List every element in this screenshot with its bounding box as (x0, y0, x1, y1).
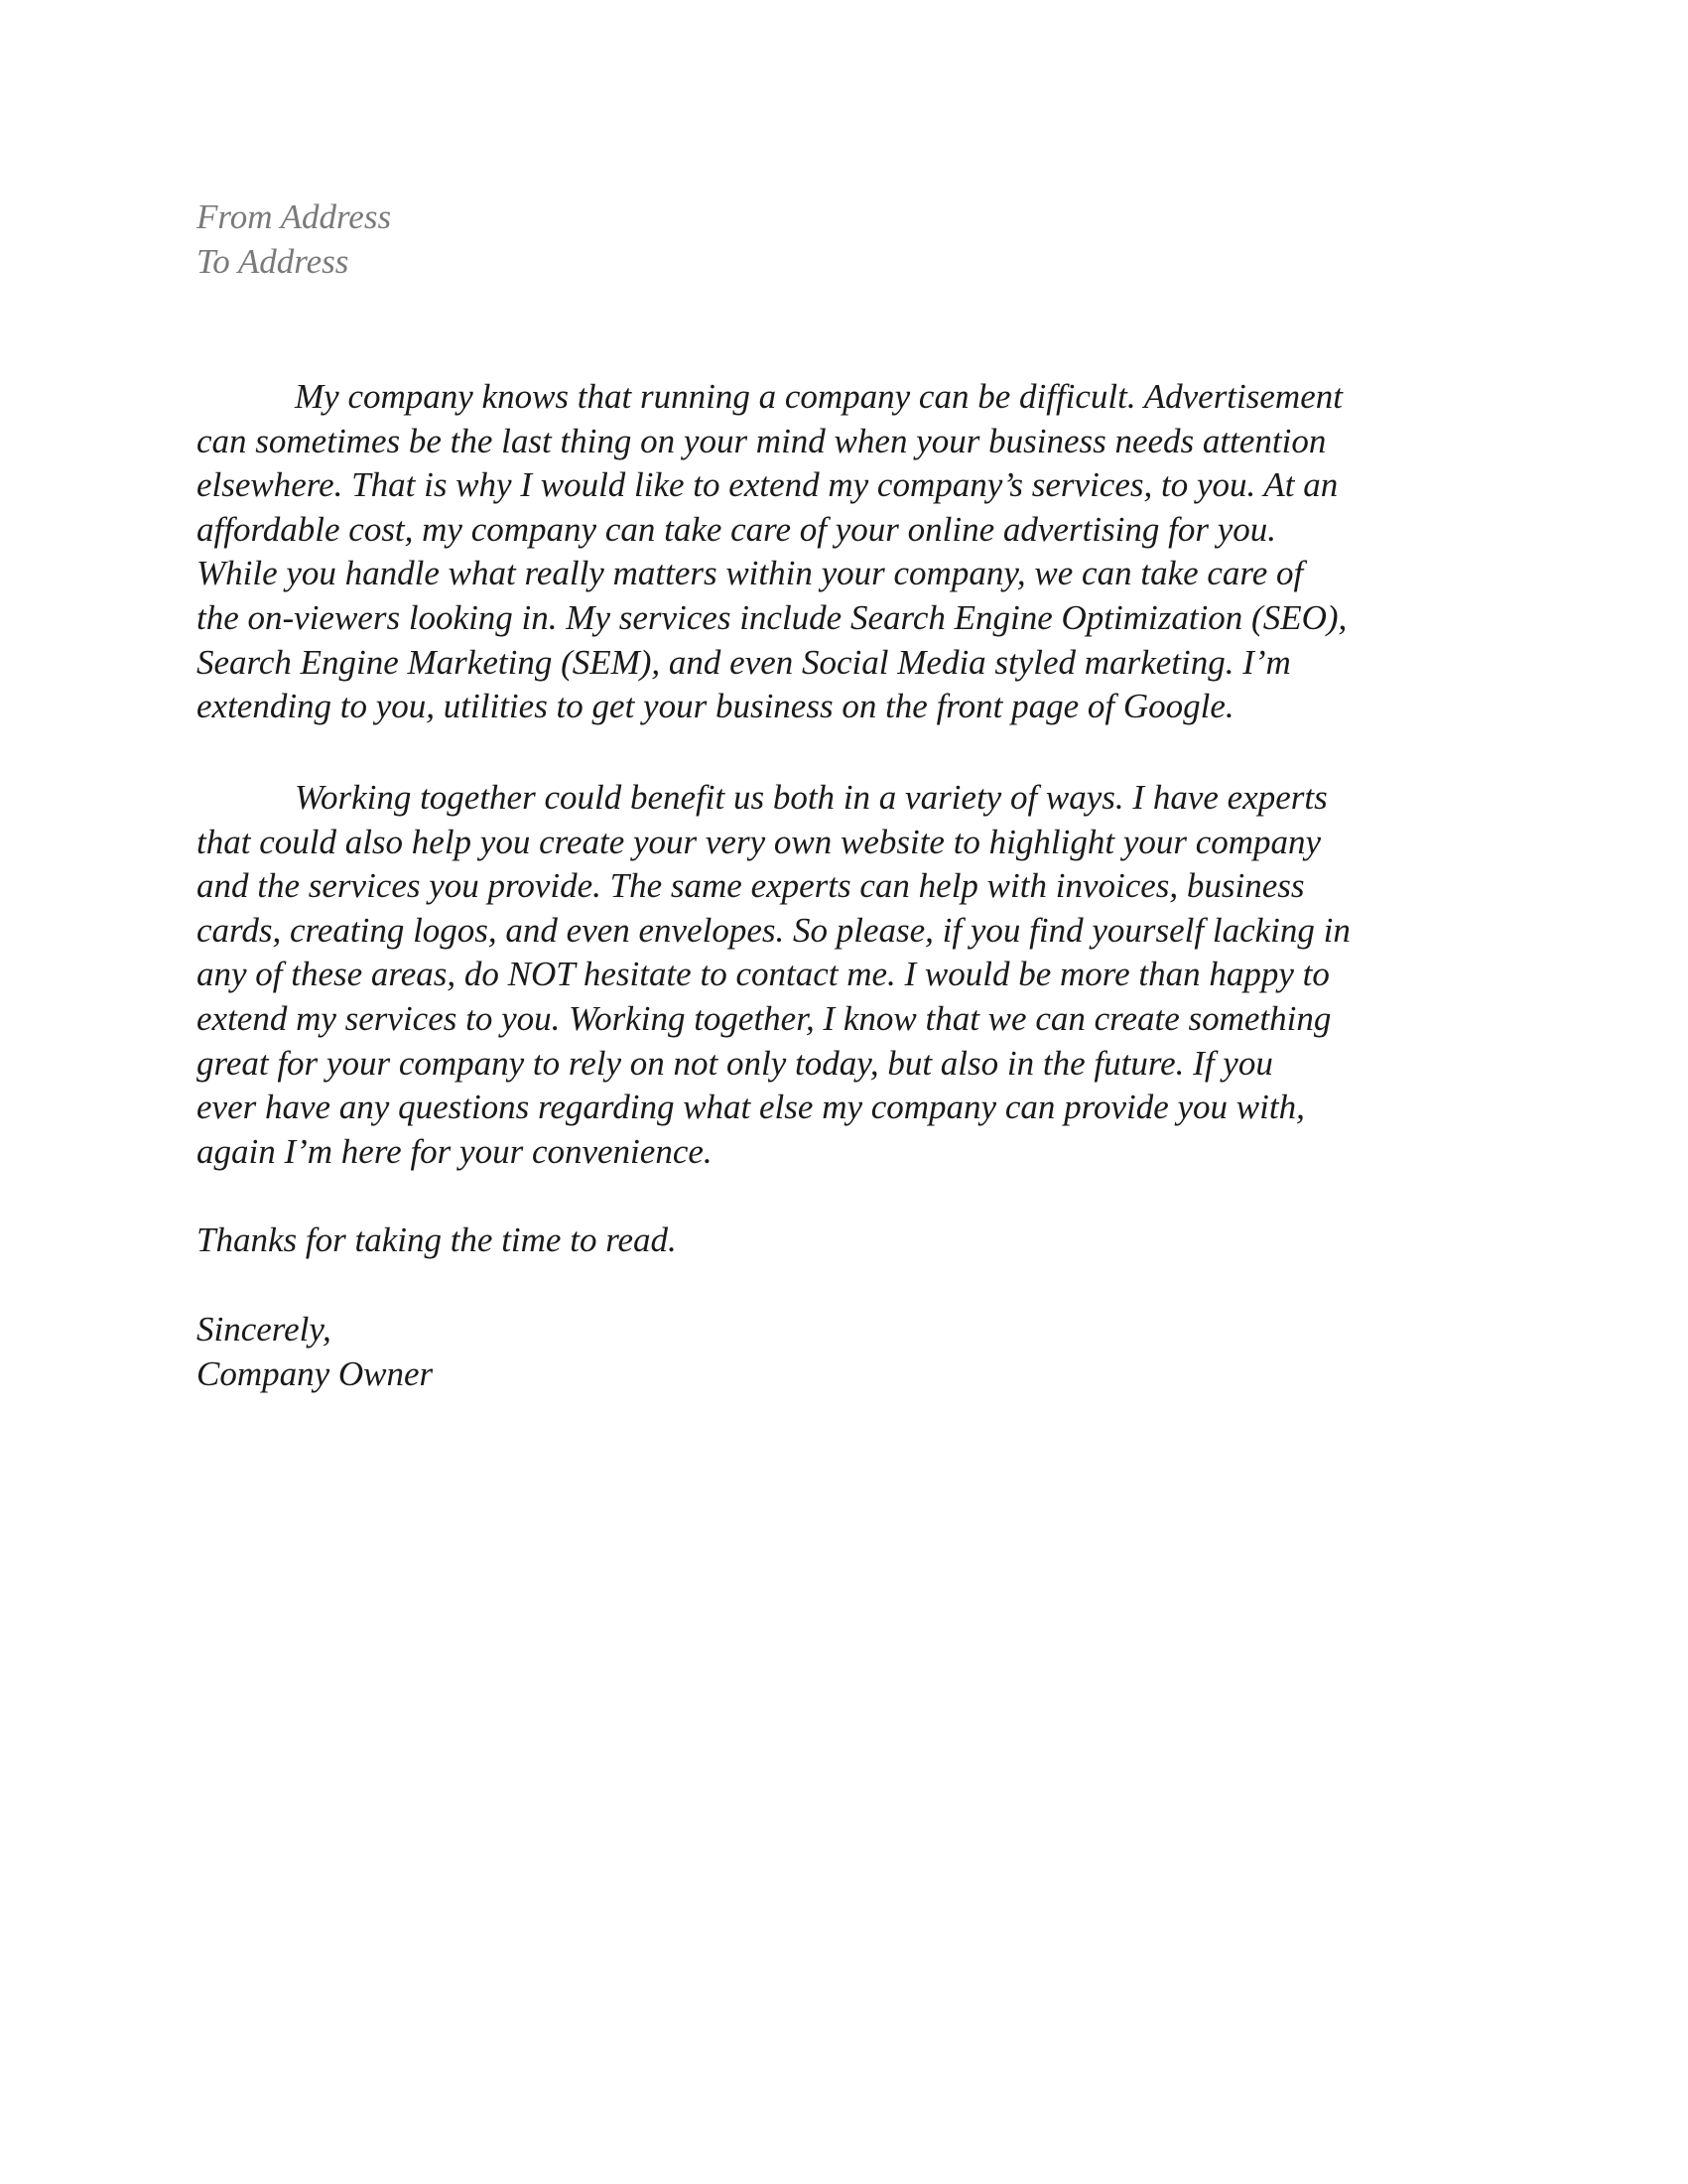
address-block (196, 194, 391, 284)
closing-line (196, 1219, 1487, 1263)
to-address: To Address (196, 242, 349, 281)
paragraph-line: Search Engine Marketing (SEM), and even Social Media styled marketing. I’m (196, 642, 1291, 682)
paragraph-line: While you handle what really matters within your company, we can take care of (196, 554, 1304, 593)
signer-name: Company Owner (196, 1353, 434, 1393)
salutation: Sincerely, (196, 1310, 331, 1349)
paragraph-line: can sometimes be the last thing on your mind when your business needs attention (196, 421, 1327, 460)
paragraph-line: extending to you, utilities to get your business on the front page of Google. (196, 687, 1234, 726)
paragraph-line: that could also help you create your very own website to highlight your company (196, 822, 1322, 861)
paragraph-line: My company knows that running a company can be difficult. Advertisement (295, 377, 1343, 416)
signature-block (196, 1308, 1487, 1396)
paragraph-line: elsewhere. That is why I would like to extend my company’s services, to you. At an (196, 465, 1339, 505)
paragraph-line: extend my services to you. Working together, I know that we can create something (196, 998, 1332, 1038)
paragraph-1 (196, 375, 1487, 729)
from-address: From Address (196, 197, 392, 236)
paragraph-line: cards, creating logos, and even envelopes. So please, if you find yourself lacking in (196, 910, 1351, 950)
paragraph-line: and the services you provide. The same experts can help with invoices, business (196, 866, 1305, 906)
paragraph-2 (196, 776, 1487, 1174)
paragraph-line: affordable cost, my company can take care of your online advertising for you. (196, 509, 1277, 549)
paragraph-line: great for your company to rely on not only today, but also in the future. If you (196, 1043, 1273, 1083)
paragraph-line: the on-viewers looking in. My services include Search Engine Optimization (SEO), (196, 597, 1348, 637)
paragraph-line: any of these areas, do NOT hesitate to contact me. I would be more than happy to (196, 955, 1330, 994)
closing-text: Thanks for taking the time to read. (196, 1220, 677, 1259)
paragraph-line: again I’m here for your convenience. (196, 1131, 713, 1171)
paragraph-line: ever have any questions regarding what else my company can provide you with, (196, 1088, 1305, 1127)
paragraph-line: Working together could benefit us both in a variety of ways. I have experts (295, 778, 1328, 817)
